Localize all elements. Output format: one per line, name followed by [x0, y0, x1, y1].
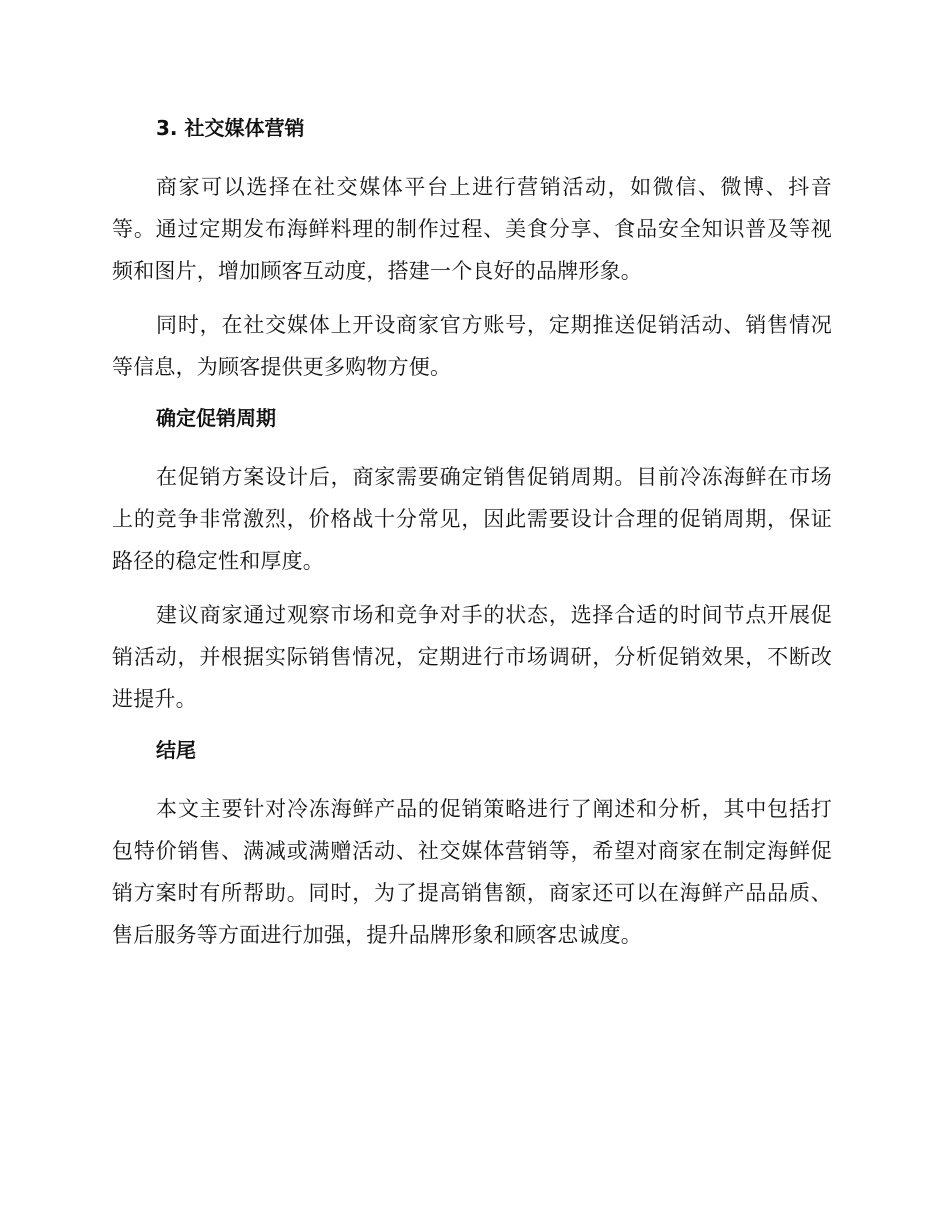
paragraph: 同时，在社交媒体上开设商家官方账号，定期推送促销活动、销售情况等信息，为顾客提供更多购物方便。: [112, 313, 832, 379]
paragraph: 在促销方案设计后，商家需要确定销售促销周期。目前冷冻海鲜在市场上的竞争非常激烈，价格战十分常见，因此需要设计合理的促销周期，保证路径的稳定性和厚度。: [112, 465, 832, 573]
section-heading-social-media: 3. 社交媒体营销: [156, 116, 305, 140]
section-heading-promotion-period: 确定促销周期: [156, 406, 276, 430]
paragraph: 建议商家通过观察市场和竞争对手的状态，选择合适的时间节点开展促销活动，并根据实际销售情况，定期进行市场调研，分析促销效果，不断改进提升。: [112, 603, 832, 711]
paragraph: 商家可以选择在社交媒体平台上进行营销活动，如微信、微博、抖音等。通过定期发布海鲜料理的制作过程、美食分享、食品安全知识普及等视频和图片，增加顾客互动度，搭建一个良好的品牌形象。: [112, 175, 832, 283]
paragraph: 本文主要针对冷冻海鲜产品的促销策略进行了阐述和分析，其中包括打包特价销售、满减或满赠活动、社交媒体营销等，希望对商家在制定海鲜促销方案时有所帮助。同时，为了提高销售额，商家还可以在海鲜产品品质、售后服务等方面进行加强，提升品牌形象和顾客忠诚度。: [112, 797, 832, 947]
document-body: [112, 110, 832, 956]
section-heading-conclusion: 结尾: [156, 738, 196, 762]
